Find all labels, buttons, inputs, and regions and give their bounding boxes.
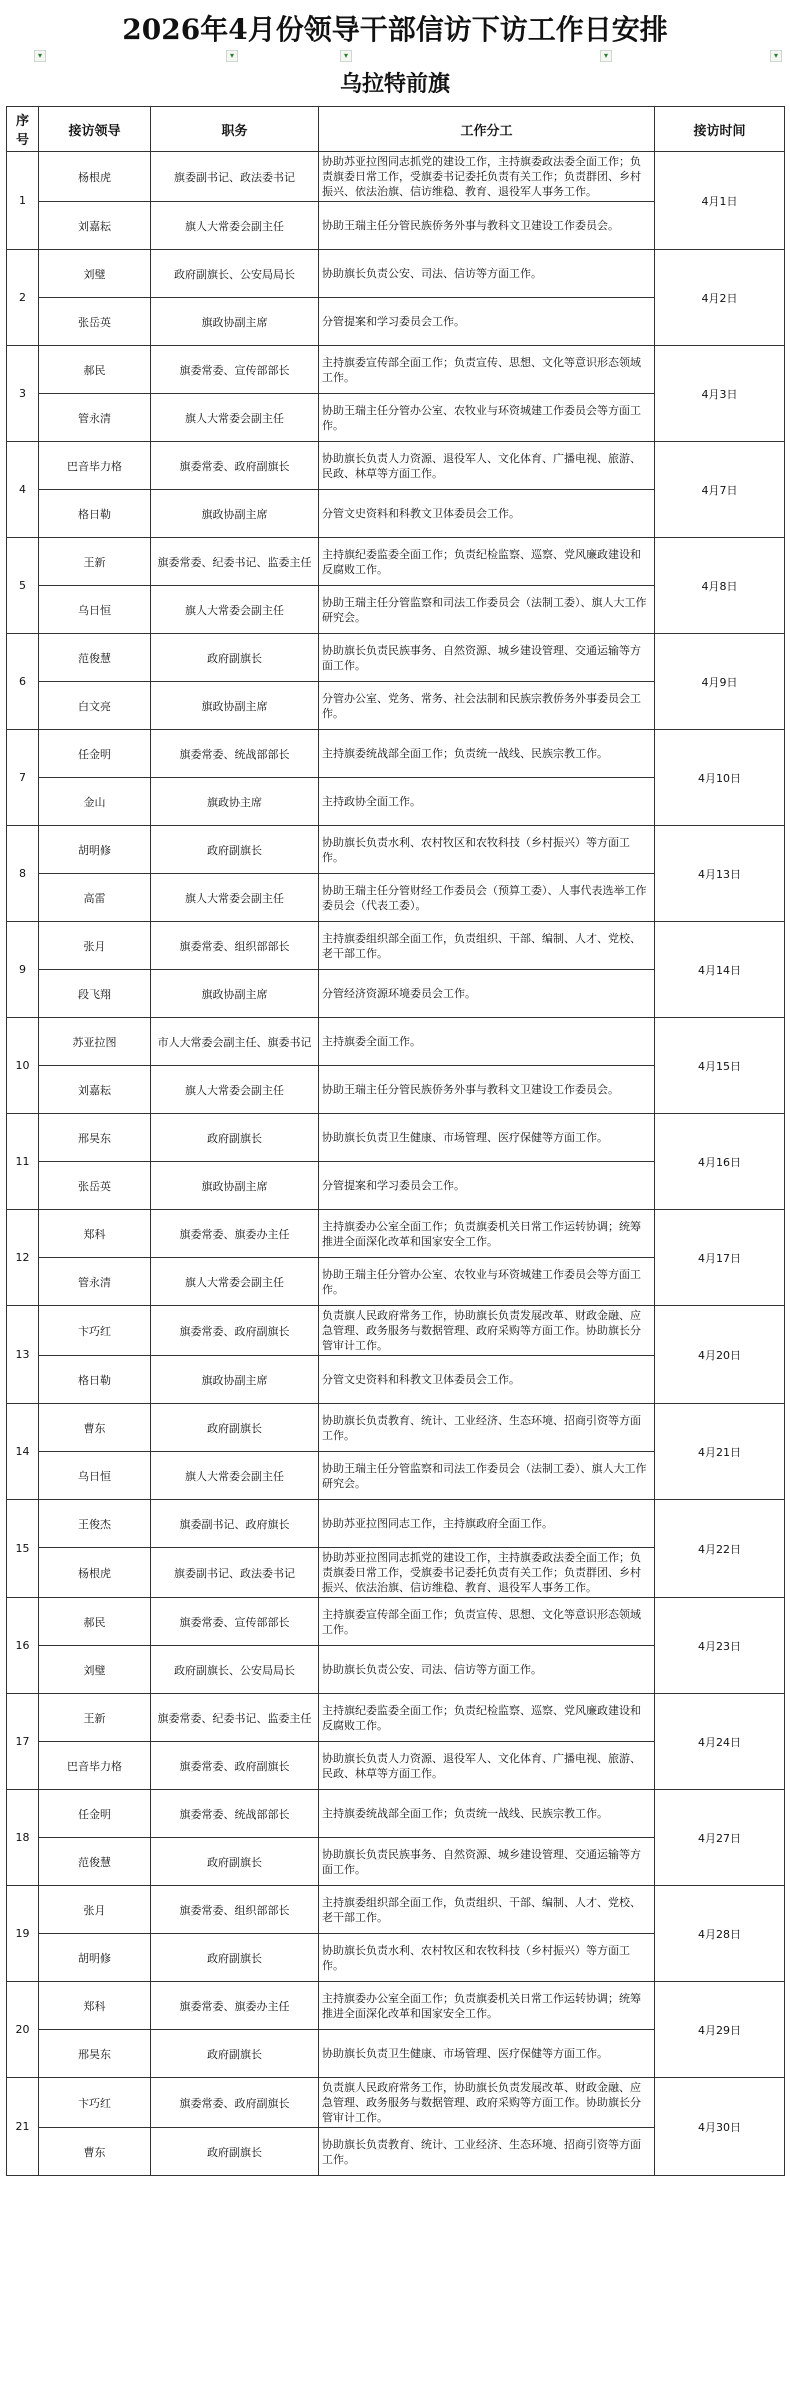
duty-description: 协助旗长负责人力资源、退役军人、文化体育、广播电视、旅游、民政、林草等方面工作。 (319, 1742, 655, 1790)
table-row (7, 1694, 785, 1742)
leader-position: 旗人大常委会副主任 (151, 394, 319, 442)
leader-name: 王俊杰 (39, 1500, 151, 1548)
duty-description: 协助旗长负责水利、农村牧区和农牧科技（乡村振兴）等方面工作。 (319, 1934, 655, 1982)
table-row (7, 1404, 785, 1452)
leader-position: 政府副旗长、公安局局长 (151, 1646, 319, 1694)
leader-position: 旗人大常委会副主任 (151, 874, 319, 922)
filter-dropdown-icon[interactable]: ▾ (226, 50, 238, 62)
visit-date: 4月28日 (655, 1886, 785, 1982)
duty-description: 协助旗长负责民族事务、自然资源、城乡建设管理、交通运输等方面工作。 (319, 1838, 655, 1886)
duty-description: 协助旗长负责卫生健康、市场管理、医疗保健等方面工作。 (319, 2030, 655, 2078)
duty-description: 协助旗长负责人力资源、退役军人、文化体育、广播电视、旅游、民政、林草等方面工作。 (319, 442, 655, 490)
duty-description: 负责旗人民政府常务工作，协助旗长负责发展改革、财政金融、应急管理、政务服务与数据管理、政府采购等方面工作。协助旗长分管审计工作。 (319, 2078, 655, 2128)
leader-position: 政府副旗长 (151, 1838, 319, 1886)
leader-position: 旗委常委、政府副旗长 (151, 1742, 319, 1790)
row-number: 7 (7, 730, 39, 826)
table-row (7, 1500, 785, 1548)
leader-position: 旗委常委、统战部部长 (151, 1790, 319, 1838)
leader-position: 旗委常委、宣传部部长 (151, 346, 319, 394)
leader-position: 旗委常委、组织部部长 (151, 922, 319, 970)
leader-name: 杨根虎 (39, 1548, 151, 1598)
duty-description: 分管提案和学习委员会工作。 (319, 1162, 655, 1210)
leader-position: 旗政协副主席 (151, 970, 319, 1018)
table-row (7, 1886, 785, 1934)
duty-description: 协助王瑞主任分管民族侨务外事与教科文卫建设工作委员会。 (319, 202, 655, 250)
duty-description: 协助旗长负责卫生健康、市场管理、医疗保健等方面工作。 (319, 1114, 655, 1162)
table-row (7, 1114, 785, 1162)
leader-name: 杨根虎 (39, 152, 151, 202)
leader-position: 旗人大常委会副主任 (151, 1258, 319, 1306)
duty-description: 协助王瑞主任分管民族侨务外事与教科文卫建设工作委员会。 (319, 1066, 655, 1114)
duty-description: 分管办公室、党务、常务、社会法制和民族宗教侨务外事委员会工作。 (319, 682, 655, 730)
leader-position: 政府副旗长 (151, 1114, 319, 1162)
duty-description: 主持政协全面工作。 (319, 778, 655, 826)
table-row (7, 346, 785, 394)
leader-name: 管永清 (39, 394, 151, 442)
table-row (7, 1982, 785, 2030)
row-number: 4 (7, 442, 39, 538)
leader-position: 旗政协副主席 (151, 490, 319, 538)
row-number: 10 (7, 1018, 39, 1114)
leader-name: 管永清 (39, 1258, 151, 1306)
row-number: 3 (7, 346, 39, 442)
leader-name: 张月 (39, 922, 151, 970)
visit-date: 4月9日 (655, 634, 785, 730)
duty-description: 主持旗委办公室全面工作；负责旗委机关日常工作运转协调；统筹推进全面深化改革和国家安全工作。 (319, 1982, 655, 2030)
visit-date: 4月7日 (655, 442, 785, 538)
leader-name: 郝民 (39, 346, 151, 394)
filter-dropdown-icon[interactable]: ▾ (34, 50, 46, 62)
duty-description: 负责旗人民政府常务工作，协助旗长负责发展改革、财政金融、应急管理、政务服务与数据管理、政府采购等方面工作。协助旗长分管审计工作。 (319, 1306, 655, 1356)
leader-name: 巴音毕力格 (39, 1742, 151, 1790)
visit-date: 4月1日 (655, 152, 785, 250)
leader-position: 旗委常委、政府副旗长 (151, 2078, 319, 2128)
duty-description: 主持旗委宣传部全面工作；负责宣传、思想、文化等意识形态领域工作。 (319, 346, 655, 394)
leader-position: 旗委副书记、政法委书记 (151, 152, 319, 202)
row-number: 14 (7, 1404, 39, 1500)
leader-name: 曹东 (39, 2128, 151, 2176)
duty-description: 分管文史资料和科教文卫体委员会工作。 (319, 490, 655, 538)
table-row (7, 634, 785, 682)
leader-position: 旗委常委、统战部部长 (151, 730, 319, 778)
leader-position: 旗人大常委会副主任 (151, 586, 319, 634)
leader-position: 旗政协副主席 (151, 682, 319, 730)
leader-name: 胡明修 (39, 826, 151, 874)
leader-name: 刘嘉耘 (39, 1066, 151, 1114)
table-row (7, 922, 785, 970)
visit-date: 4月17日 (655, 1210, 785, 1306)
table-row (7, 442, 785, 490)
duty-description: 分管经济资源环境委员会工作。 (319, 970, 655, 1018)
duty-description: 主持旗委办公室全面工作；负责旗委机关日常工作运转协调；统筹推进全面深化改革和国家安全工作。 (319, 1210, 655, 1258)
leader-position: 旗人大常委会副主任 (151, 1452, 319, 1500)
row-number: 8 (7, 826, 39, 922)
table-row (7, 250, 785, 298)
header-date: 接访时间 (655, 107, 785, 152)
table-row (7, 1598, 785, 1646)
duty-description: 协助旗长负责公安、司法、信访等方面工作。 (319, 1646, 655, 1694)
visit-date: 4月3日 (655, 346, 785, 442)
row-number: 19 (7, 1886, 39, 1982)
leader-name: 任金明 (39, 1790, 151, 1838)
visit-date: 4月13日 (655, 826, 785, 922)
leader-name: 郝民 (39, 1598, 151, 1646)
duty-description: 分管文史资料和科教文卫体委员会工作。 (319, 1356, 655, 1404)
duty-description: 主持旗委组织部全面工作，负责组织、干部、编制、人才、党校、老干部工作。 (319, 922, 655, 970)
page-title: 2026年4月份领导干部信访下访工作日安排 (122, 13, 668, 46)
leader-name: 白文亮 (39, 682, 151, 730)
leader-name: 刘璧 (39, 1646, 151, 1694)
duty-description: 分管提案和学习委员会工作。 (319, 298, 655, 346)
leader-name: 邢昊东 (39, 1114, 151, 1162)
leader-position: 旗委常委、旗委办主任 (151, 1982, 319, 2030)
table-row (7, 730, 785, 778)
row-number: 9 (7, 922, 39, 1018)
table-row (7, 1018, 785, 1066)
duty-description: 主持旗委统战部全面工作；负责统一战线、民族宗教工作。 (319, 730, 655, 778)
duty-description: 协助旗长负责民族事务、自然资源、城乡建设管理、交通运输等方面工作。 (319, 634, 655, 682)
leader-name: 金山 (39, 778, 151, 826)
schedule-table (6, 106, 785, 2176)
leader-position: 政府副旗长 (151, 2030, 319, 2078)
leader-name: 郑科 (39, 1982, 151, 2030)
leader-position: 旗人大常委会副主任 (151, 202, 319, 250)
leader-name: 卞巧红 (39, 2078, 151, 2128)
leader-name: 曹东 (39, 1404, 151, 1452)
duty-description: 协助王瑞主任分管办公室、农牧业与环资城建工作委员会等方面工作。 (319, 394, 655, 442)
leader-position: 旗人大常委会副主任 (151, 1066, 319, 1114)
leader-position: 旗委常委、旗委办主任 (151, 1210, 319, 1258)
visit-date: 4月15日 (655, 1018, 785, 1114)
header-position: 职务 (151, 107, 319, 152)
row-number: 5 (7, 538, 39, 634)
duty-description: 主持旗委全面工作。 (319, 1018, 655, 1066)
header-duty: 工作分工 (319, 107, 655, 152)
leader-position: 旗委常委、宣传部部长 (151, 1598, 319, 1646)
leader-name: 张月 (39, 1886, 151, 1934)
visit-date: 4月16日 (655, 1114, 785, 1210)
visit-date: 4月27日 (655, 1790, 785, 1886)
leader-name: 乌日恒 (39, 1452, 151, 1500)
leader-position: 政府副旗长 (151, 1404, 319, 1452)
duty-description: 协助旗长负责教育、统计、工业经济、生态环境、招商引资等方面工作。 (319, 1404, 655, 1452)
leader-name: 王新 (39, 1694, 151, 1742)
row-number: 21 (7, 2078, 39, 2176)
duty-description: 协助苏亚拉图同志抓党的建设工作，主持旗委政法委全面工作；负责旗委日常工作，受旗委书记委托负责有关工作；负责群团、乡村振兴、依法治旗、信访维稳、教育、退役军人事务工作。 (319, 1548, 655, 1598)
duty-description: 协助王瑞主任分管监察和司法工作委员会（法制工委）、旗人大工作研究会。 (319, 586, 655, 634)
duty-description: 协助苏亚拉图同志抓党的建设工作，主持旗委政法委全面工作；负责旗委日常工作，受旗委书记委托负责有关工作；负责群团、乡村振兴、依法治旗、信访维稳、教育、退役军人事务工作。 (319, 152, 655, 202)
leader-name: 任金明 (39, 730, 151, 778)
row-number: 15 (7, 1500, 39, 1598)
duty-description: 主持旗委宣传部全面工作；负责宣传、思想、文化等意识形态领域工作。 (319, 1598, 655, 1646)
leader-name: 范俊慧 (39, 1838, 151, 1886)
leader-name: 刘璧 (39, 250, 151, 298)
visit-date: 4月24日 (655, 1694, 785, 1790)
duty-description: 主持旗委组织部全面工作，负责组织、干部、编制、人才、党校、老干部工作。 (319, 1886, 655, 1934)
row-number: 17 (7, 1694, 39, 1790)
row-number: 11 (7, 1114, 39, 1210)
visit-date: 4月14日 (655, 922, 785, 1018)
table-row (7, 1790, 785, 1838)
duty-description: 协助王瑞主任分管财经工作委员会（预算工委）、人事代表选举工作委员会（代表工委）。 (319, 874, 655, 922)
leader-name: 郑科 (39, 1210, 151, 1258)
duty-description: 主持旗纪委监委全面工作；负责纪检监察、巡察、党风廉政建设和反腐败工作。 (319, 538, 655, 586)
leader-position: 政府副旗长 (151, 2128, 319, 2176)
leader-position: 旗政协主席 (151, 778, 319, 826)
duty-description: 主持旗委统战部全面工作；负责统一战线、民族宗教工作。 (319, 1790, 655, 1838)
duty-description: 主持旗纪委监委全面工作；负责纪检监察、巡察、党风廉政建设和反腐败工作。 (319, 1694, 655, 1742)
visit-date: 4月30日 (655, 2078, 785, 2176)
leader-position: 政府副旗长 (151, 1934, 319, 1982)
visit-date: 4月2日 (655, 250, 785, 346)
duty-description: 协助旗长负责公安、司法、信访等方面工作。 (319, 250, 655, 298)
leader-name: 苏亚拉图 (39, 1018, 151, 1066)
leader-position: 旗委常委、政府副旗长 (151, 442, 319, 490)
header-no: 序号 (7, 107, 39, 152)
leader-name: 刘嘉耘 (39, 202, 151, 250)
leader-position: 旗委常委、组织部部长 (151, 1886, 319, 1934)
leader-name: 格日勒 (39, 1356, 151, 1404)
filter-strip (0, 50, 790, 64)
leader-name: 卞巧红 (39, 1306, 151, 1356)
leader-position: 政府副旗长 (151, 826, 319, 874)
duty-description: 协助王瑞主任分管监察和司法工作委员会（法制工委）、旗人大工作研究会。 (319, 1452, 655, 1500)
row-number: 18 (7, 1790, 39, 1886)
table-row (7, 826, 785, 874)
leader-position: 市人大常委会副主任、旗委书记 (151, 1018, 319, 1066)
leader-name: 胡明修 (39, 1934, 151, 1982)
duty-description: 协助王瑞主任分管办公室、农牧业与环资城建工作委员会等方面工作。 (319, 1258, 655, 1306)
visit-date: 4月20日 (655, 1306, 785, 1404)
header-row (7, 107, 785, 152)
leader-position: 旗委常委、政府副旗长 (151, 1306, 319, 1356)
table-row (7, 2078, 785, 2128)
visit-date: 4月23日 (655, 1598, 785, 1694)
leader-position: 旗委副书记、政法委书记 (151, 1548, 319, 1598)
table-row (7, 1210, 785, 1258)
row-number: 6 (7, 634, 39, 730)
header-leader: 接访领导 (39, 107, 151, 152)
leader-name: 邢昊东 (39, 2030, 151, 2078)
leader-name: 段飞翔 (39, 970, 151, 1018)
leader-position: 旗委常委、纪委书记、监委主任 (151, 1694, 319, 1742)
leader-name: 巴音毕力格 (39, 442, 151, 490)
leader-position: 旗委常委、纪委书记、监委主任 (151, 538, 319, 586)
leader-name: 高雷 (39, 874, 151, 922)
leader-position: 旗委副书记、政府旗长 (151, 1500, 319, 1548)
row-number: 13 (7, 1306, 39, 1404)
row-number: 2 (7, 250, 39, 346)
leader-position: 旗政协副主席 (151, 298, 319, 346)
row-number: 1 (7, 152, 39, 250)
row-number: 16 (7, 1598, 39, 1694)
visit-date: 4月29日 (655, 1982, 785, 2078)
leader-name: 张岳英 (39, 298, 151, 346)
subtitle: 乌拉特前旗 (339, 71, 450, 97)
table-row (7, 152, 785, 202)
table-row (7, 538, 785, 586)
visit-date: 4月21日 (655, 1404, 785, 1500)
filter-dropdown-icon[interactable]: ▾ (770, 50, 782, 62)
leader-position: 旗政协副主席 (151, 1162, 319, 1210)
leader-position: 政府副旗长 (151, 634, 319, 682)
leader-position: 政府副旗长、公安局局长 (151, 250, 319, 298)
row-number: 20 (7, 1982, 39, 2078)
leader-name: 范俊慧 (39, 634, 151, 682)
leader-position: 旗政协副主席 (151, 1356, 319, 1404)
duty-description: 协助旗长负责教育、统计、工业经济、生态环境、招商引资等方面工作。 (319, 2128, 655, 2176)
visit-date: 4月8日 (655, 538, 785, 634)
schedule-body (7, 152, 785, 2176)
filter-dropdown-icon[interactable]: ▾ (340, 50, 352, 62)
leader-name: 乌日恒 (39, 586, 151, 634)
filter-dropdown-icon[interactable]: ▾ (600, 50, 612, 62)
duty-description: 协助旗长负责水利、农村牧区和农牧科技（乡村振兴）等方面工作。 (319, 826, 655, 874)
table-row (7, 1306, 785, 1356)
leader-name: 王新 (39, 538, 151, 586)
leader-name: 格日勒 (39, 490, 151, 538)
visit-date: 4月10日 (655, 730, 785, 826)
duty-description: 协助苏亚拉图同志工作，主持旗政府全面工作。 (319, 1500, 655, 1548)
row-number: 12 (7, 1210, 39, 1306)
visit-date: 4月22日 (655, 1500, 785, 1598)
leader-name: 张岳英 (39, 1162, 151, 1210)
